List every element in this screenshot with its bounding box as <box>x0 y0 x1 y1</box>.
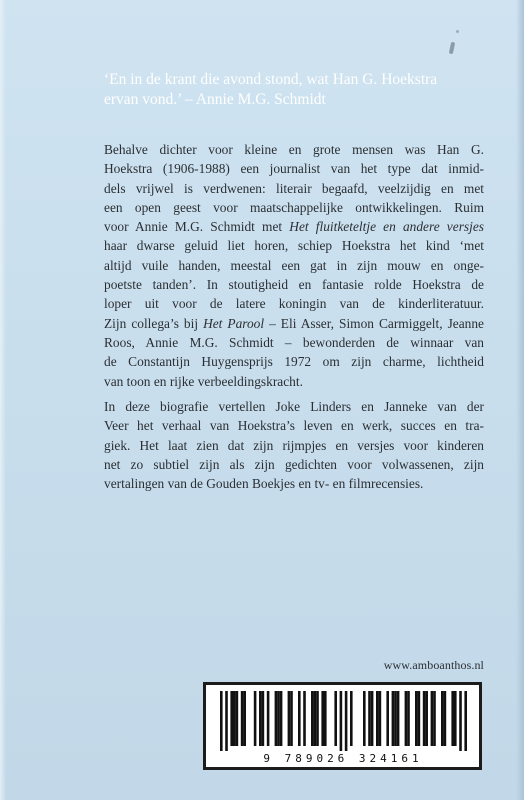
text-line: poetste tanden’. In stoutigheid en fantasie rolde Hoekstra de <box>104 277 484 293</box>
text-line: haar dwarse geluid liet horen, schiep Hoekstra het kind ‘met <box>104 238 484 254</box>
text-line: de Constantijn Huygensprijs 1972 om zijn charme, lichtheid <box>104 354 484 370</box>
cover-scuff-dot <box>456 30 459 33</box>
text-line: loper uit voor de latere koningin van de kinderliteratuur. <box>104 296 484 312</box>
cover-left-edge <box>0 0 6 800</box>
barcode-bars <box>218 691 468 751</box>
text-line: net zo subtiel zijn als zijn gedichten voor volwassenen, zijn <box>104 456 484 472</box>
text-line: altijd vuile handen, meestal een gat in zijn mouw en onge- <box>104 257 484 273</box>
text-line: voor Annie M.G. Schmidt met Het fluitketeltje en andere versjes <box>104 219 484 235</box>
text-line: Behalve dichter voor kleine en grote mensen was Han G. <box>104 142 484 157</box>
text-line: dels vrijwel is verdwenen: literair begaafd, veelzijdig en met <box>104 180 484 196</box>
blurb-paragraph-1 <box>104 140 484 391</box>
text-line: vertalingen van de Gouden Boekjes en tv- en filmrecensies. <box>104 476 424 492</box>
blurb-paragraph-2 <box>104 397 484 493</box>
isbn-digits: 9 789026 324161 <box>263 752 423 765</box>
epigraph-quote <box>104 70 484 110</box>
text-line: Zijn collega’s bij Het Parool – Eli Asser, Simon Carmiggelt, Jeanne <box>104 315 485 331</box>
publisher-website: www.amboanthos.nl <box>383 658 484 672</box>
quote-line: ervan vond.’ – Annie M.G. Schmidt <box>104 91 326 108</box>
cover-scuff-mark <box>449 42 455 55</box>
text-line: Veer het verhaal van Hoekstra’s leven en werk, succes en tra- <box>104 418 484 434</box>
text-line: van toon en rijke verbeeldingskracht. <box>104 373 303 389</box>
quote-line: ‘En in de krant die avond stond, wat Han G. Hoekstra <box>104 71 438 88</box>
text-line: In deze biografie vertellen Joke Linders en Janneke van der <box>104 399 484 414</box>
isbn-barcode <box>203 682 482 770</box>
text-line: giek. Het laat zien dat zijn rijmpjes en versjes voor kinderen <box>104 437 484 453</box>
cover-right-edge <box>516 0 524 800</box>
text-line: Roos, Annie M.G. Schmidt – bewonderden de winnaar van <box>104 334 484 350</box>
text-line: een open geest voor maatschappelijke ontwikkelingen. Ruim <box>104 199 484 215</box>
text-line: Hoekstra (1906-1988) een journalist van het type dat inmid- <box>104 161 484 177</box>
